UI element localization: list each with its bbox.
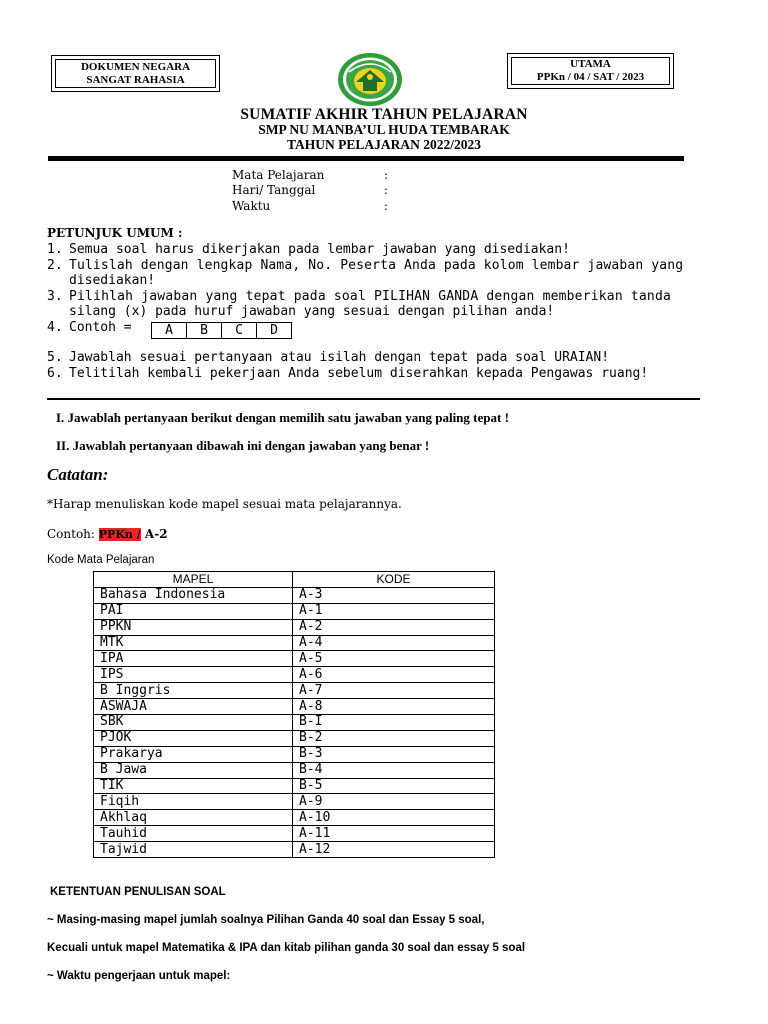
table-row [94, 730, 495, 746]
instruction-cont: silang (x) pada huruf jawaban yang sesuai dengan pilihan anda! [69, 304, 555, 319]
table-row [94, 667, 495, 683]
ketentuan-line-2: Kecuali untuk mapel Matematika & IPA dan kitab pilihan ganda 30 soal dan essay 5 soal [47, 942, 526, 954]
item-text: Jawablah sesuai pertanyaan atau isilah dengan tepat pada soal URAIAN! [69, 350, 610, 365]
info-sep: : [384, 183, 389, 197]
table-header-row [94, 572, 495, 588]
kode-table [93, 571, 495, 858]
catatan-heading: Catatan: [47, 465, 109, 484]
school-name: SMP NU MANBA’UL HUDA TEMBARAK [258, 122, 510, 137]
classification-line-1: DOKUMEN NEGARA [80, 60, 191, 73]
info-sep: : [384, 168, 389, 182]
exam-title: SUMATIF AKHIR TAHUN PELAJARAN [240, 106, 528, 123]
info-label: Mata Pelajaran [232, 168, 325, 182]
choice-a: A [151, 322, 187, 339]
classification-box [51, 55, 220, 92]
instruction-item [47, 289, 697, 304]
document-code-box [507, 53, 674, 89]
table-row [94, 619, 495, 635]
item-text: Semua soal harus dikerjakan pada lembar jawaban yang disediakan! [69, 242, 570, 257]
table-row [94, 794, 495, 810]
table-row [94, 762, 495, 778]
item-text: Telitilah kembali pekerjaan Anda sebelum diserahkan kepada Pengawas ruang! [69, 366, 649, 381]
table-row [94, 635, 495, 651]
example-label: Contoh: [47, 527, 99, 541]
mapel-cell: IPA [94, 651, 293, 667]
item-text: Pilihlah jawaban yang tepat pada soal PILIHAN GANDA dengan memberikan tanda [69, 289, 671, 304]
kode-cell: B-2 [293, 730, 495, 746]
example-code: A-2 [140, 527, 168, 541]
item-text: Contoh = [69, 320, 132, 335]
mapel-cell: Fiqih [94, 794, 293, 810]
table-row [94, 826, 495, 842]
choice-example [151, 322, 291, 339]
info-subject [232, 168, 324, 182]
kode-cell: A-4 [293, 635, 495, 651]
table-row [94, 746, 495, 762]
table-row [94, 651, 495, 667]
item-text: Tulislah dengan lengkap Nama, No. Peserta Anda pada kolom lembar jawaban yang [69, 258, 684, 273]
kode-cell: A-7 [293, 683, 495, 699]
kode-cell: A-11 [293, 826, 495, 842]
mapel-cell: PPKN [94, 619, 293, 635]
instruction-cont: disediakan! [69, 273, 156, 288]
kode-cell: A-9 [293, 794, 495, 810]
table-row [94, 715, 495, 731]
mapel-cell: MTK [94, 635, 293, 651]
ketentuan-heading: KETENTUAN PENULISAN SOAL [50, 886, 226, 898]
kode-cell: A-12 [293, 842, 495, 858]
item-number: 4. [47, 320, 63, 335]
document-type: UTAMA [570, 58, 611, 70]
kode-cell: A-3 [293, 587, 495, 603]
item-number: 5. [47, 350, 63, 365]
choice-c: C [221, 322, 257, 339]
section-2-instruction: II. Jawablah pertanyaan dibawah ini dengan jawaban yang benar ! [56, 438, 430, 453]
catatan-example [47, 527, 168, 541]
item-number: 3. [47, 289, 63, 304]
mapel-cell: IPS [94, 667, 293, 683]
kode-cell: A-1 [293, 603, 495, 619]
mapel-cell: Bahasa Indonesia [94, 587, 293, 603]
mapel-cell: Akhlaq [94, 810, 293, 826]
item-number: 2. [47, 258, 63, 273]
item-number: 6. [47, 366, 63, 381]
mapel-cell: ASWAJA [94, 699, 293, 715]
kode-cell: A-10 [293, 810, 495, 826]
mapel-cell: B Jawa [94, 762, 293, 778]
kode-table-body [94, 587, 495, 857]
section-divider [47, 398, 700, 400]
table-row [94, 699, 495, 715]
kode-cell: B-5 [293, 778, 495, 794]
kode-table-title: Kode Mata Pelajaran [47, 554, 155, 566]
kode-cell: A-5 [293, 651, 495, 667]
mapel-cell: Tajwid [94, 842, 293, 858]
table-row [94, 810, 495, 826]
instruction-item [47, 242, 697, 257]
instructions-heading: PETUNJUK UMUM : [47, 226, 183, 240]
mapel-cell: SBK [94, 715, 293, 731]
mapel-cell: Prakarya [94, 746, 293, 762]
column-header-mapel: MAPEL [94, 572, 293, 588]
mapel-cell: B Inggris [94, 683, 293, 699]
info-time [232, 199, 270, 213]
document-code: PPKn / 04 / SAT / 2023 [536, 71, 645, 83]
info-label: Hari/ Tanggal [232, 183, 316, 197]
column-header-kode: KODE [293, 572, 495, 588]
table-row [94, 683, 495, 699]
item-number: 1. [47, 242, 63, 257]
table-row [94, 778, 495, 794]
table-row [94, 842, 495, 858]
table-row [94, 587, 495, 603]
mapel-cell: PJOK [94, 730, 293, 746]
info-date [232, 183, 315, 197]
kode-cell: A-6 [293, 667, 495, 683]
section-1-instruction: I. Jawablah pertanyaan berikut dengan memilih satu jawaban yang paling tepat ! [56, 410, 509, 425]
instruction-item [47, 258, 697, 273]
ketentuan-line-1: ~ Masing-masing mapel jumlah soalnya Pilihan Ganda 40 soal dan Essay 5 soal, [47, 914, 485, 926]
choice-b: B [186, 322, 222, 339]
kode-cell: A-8 [293, 699, 495, 715]
school-logo-icon [337, 52, 403, 107]
academic-year: TAHUN PELAJARAN 2022/2023 [286, 137, 481, 152]
kode-cell: B-I [293, 715, 495, 731]
instruction-item [47, 366, 697, 381]
choice-d: D [256, 322, 292, 339]
classification-line-2: SANGAT RAHASIA [86, 73, 185, 86]
catatan-note: *Harap menuliskan kode mapel sesuai mata pelajarannya. [47, 497, 402, 511]
header-divider [48, 156, 684, 161]
info-label: Waktu [232, 199, 271, 213]
ketentuan-line-3: ~ Waktu pengerjaan untuk mapel: [47, 970, 231, 982]
mapel-cell: TIK [94, 778, 293, 794]
info-sep: : [384, 199, 389, 213]
table-row [94, 603, 495, 619]
mapel-cell: PAI [94, 603, 293, 619]
kode-cell: A-2 [293, 619, 495, 635]
example-highlight: PPKn / [98, 528, 141, 541]
kode-cell: B-4 [293, 762, 495, 778]
instruction-item [47, 350, 697, 365]
mapel-cell: Tauhid [94, 826, 293, 842]
kode-cell: B-3 [293, 746, 495, 762]
